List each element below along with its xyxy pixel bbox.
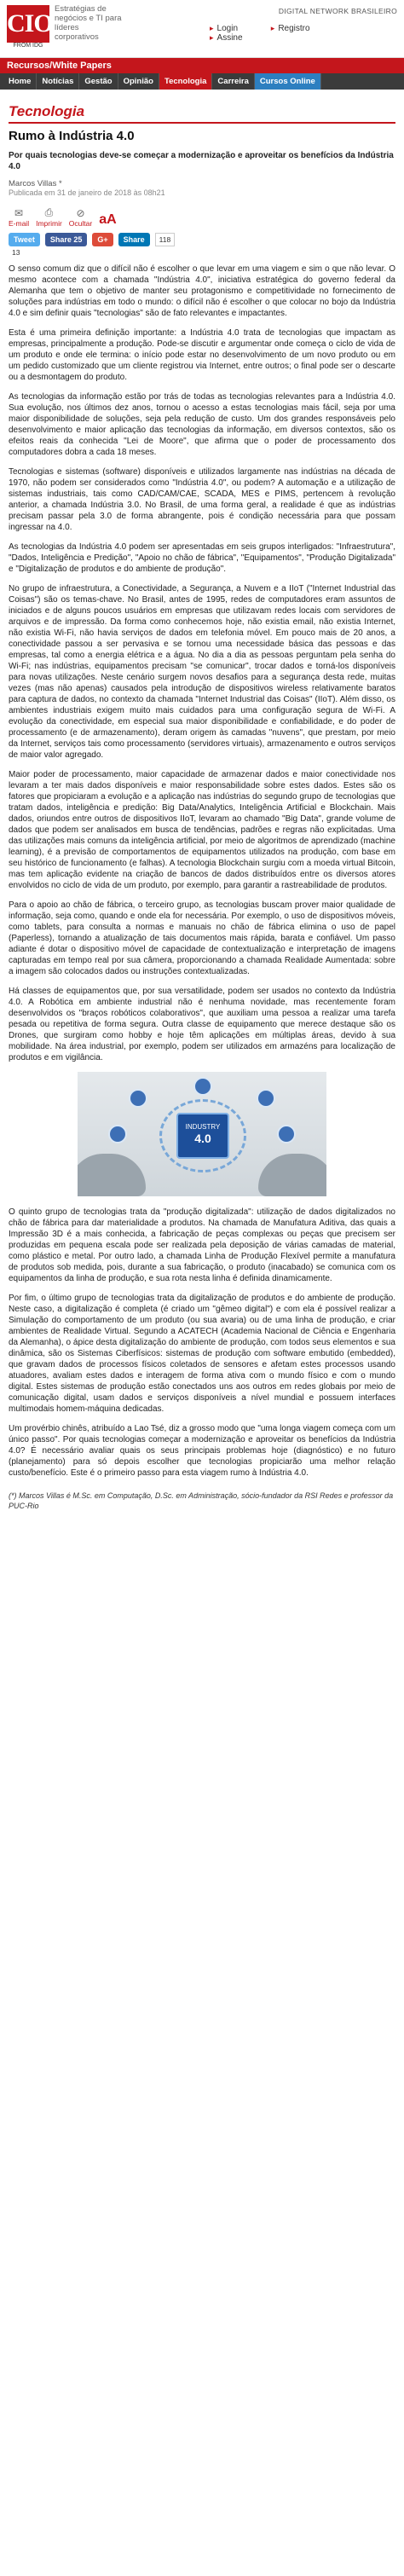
category-heading: Tecnologia	[9, 95, 395, 124]
industry-core	[176, 1113, 229, 1159]
linkedin-share-count: 118	[155, 233, 176, 246]
article-container	[0, 90, 404, 1511]
nav-item-tecnologia[interactable]: Tecnologia	[159, 73, 212, 90]
login-link[interactable]	[210, 24, 253, 33]
facebook-share-button[interactable]: Share 25	[45, 233, 88, 246]
email-tool[interactable]	[9, 207, 29, 228]
nav-item-opiniao[interactable]: Opinião	[118, 73, 159, 90]
subscribe-label: Assine	[216, 33, 243, 43]
share-bar	[9, 233, 395, 246]
figure-number: 4.0	[194, 1132, 211, 1145]
cloud-icon	[257, 1089, 275, 1108]
main-nav	[0, 73, 404, 90]
network-label[interactable]: DIGITAL NETWORK BRASILEIRO	[278, 7, 397, 15]
nav-item-carreira[interactable]: Carreira	[212, 73, 254, 90]
site-tagline: Estratégias de negócios e TI para líderes corporativos	[55, 4, 122, 42]
paragraph: Um provérbio chinês, atribuído a Lao Tsé, diz a grosso modo que "uma longa viagem começa com um único passo". Por quais tecnologias começar a modernização e aproveitar os benefícios da Indústria 4.0? É necessário avaliar quais os seus principais problemas hoje (diagnóstico) e no futuro (planejamento) para só depois escolher que tecnologias propiciarão uma melhor relação custo/benefício. Este é o primeiro passo para esta viagem rumo à Indústria 4.0.	[9, 1424, 395, 1478]
paragraph: O quinto grupo de tecnologias trata da "produção digitalizada": utilização de dados digitalizados no chão de fábrica para dar materialidade a produtos. Na chamada de Manufatura Aditiva, das quais a Impressão 3D é a mais conhecida, a fabricação de peças complexas ou peças que precisem ser produzidas em pequena escala pode ser realizada pela deposição de várias camadas de material, como plástico e metal. Por outro lado, a chamada Linha de Produção Flexível permite a manufatura de produtos sob medida, pois, durante a sua fabricação, o produto (inacabado) se comunica com os equipamentos da linha de produção, e sua rota nesta linha é definida dinamicamente.	[9, 1207, 395, 1283]
hide-label: Ocultar	[68, 219, 93, 228]
printer-icon: ⎙	[44, 206, 54, 218]
register-label: Registro	[278, 24, 310, 33]
chart-icon	[277, 1125, 296, 1143]
print-label: Imprimir	[36, 219, 62, 228]
paragraph: Maior poder de processamento, maior capacidade de armazenar dados e maior conectividade nos levaram a ter mais dados disponíveis e maior responsabilidade sobre estes dados. Estes são os fatores que propiciaram a evolução e a aplicação nas indústrias do segundo grupo de tecnologias que tratam dados, inteligência e predição: Big Data/Analytics, Inteligência Artificial e Blockchain. Mais dados, oriundos entre outros de dispositivos IIoT, levaram ao chamado "Big Data", grande volume de dados que podem ser analisados em busca de tendências, padrões e regras não explicitadas. Uma das utilizações mais comuns da inteligência artificial, por meio de algoritmos de aprendizado (machine learning), é a previsão de comportamentos de equipamentos utilizados na produção, com base em seu histórico de funcionamento (e falhas). A tecnologia Blockchain surgiu com a moeda virtual Bitcoin, mas tem aplicação evidente na criação de bancos de dados distribuídos entre os diversos atores envolvidos no ciclo de vida de um produto, por exemplo, para garantir a rastreabilidade de produtos.	[9, 770, 395, 890]
lock-icon	[193, 1077, 212, 1096]
hand-right	[258, 1154, 326, 1196]
google-share-count: 13	[12, 248, 20, 257]
hide-tool[interactable]	[69, 207, 92, 228]
section-bar[interactable]: Recursos/White Papers	[0, 58, 404, 73]
paragraph: Há classes de equipamentos que, por sua versatilidade, podem ser usados no contexto da Indústria 4.0. A Robótica em ambiente industrial não é nenhuma novidade, mas recentemente foram desenvolvidos os "braços robóticos colaborativos", que auxiliam uma pessoa a realizar uma tarefa pesada ou repetitiva de forma segura. Outra classe de equipamento que merece destaque são os Drones, que surgiram como hobby e hoje têm aplicações em múltiplas áreas, devido à sua mobilidade. Na área industrial, por exemplo, podem ser utilizados em armazéns para localização de produtos e em vigilância.	[9, 987, 395, 1062]
email-label: E-mail	[9, 219, 30, 228]
envelope-icon: ✉	[14, 207, 24, 219]
article-title: Rumo à Indústria 4.0	[9, 129, 135, 143]
paragraph: No grupo de infraestrutura, a Conectividade, a Segurança, a Nuvem e a IIoT ("Internet Industrial das Coisas") são os temas-chave. No Brasil, antes de 1995, redes de computadores eram assuntos de iniciados e de alguns poucos usuários em empresas que utilizavam redes locais com servidores de arquivos e de impressão. Da forma como conhecemos hoje, não existia email, não existia Internet, não existia Wi-Fi, não havia serviços de dados em telefonia móvel. Em pouco mais de 20 anos, a conectividade passou a ser pervasiva e se tornou uma necessidade básica das pessoas e das empresas, tal como a energia elétrica e a água. No dia a dia as pessoas perguntam pela senha do Wi-Fi; nas indústrias, equipamentos precisam "se comunicar", trocar dados e torná-los disponíveis para novas utilizações. Neste cenário surgem novos desafios para a segurança desta rede, muitas vezes (mas não apenas) causados pela introdução de dispositivos wireless relativamente baratos para captura de dados, no contexto da chamada "Internet Industrial das Coisas" (IIoT). Além disso, os ambientes industriais exigem muito mais cuidados para uma configuração segura de Wi-Fi. A evolução da conectividade, em especial sua maior disponibilidade e confiabilidade, e do poder de processamento (e de armazenamento), deram origem às camadas "nuvens", que prestam, por meio da Internet, serviços tais como processamento (servidores virtuais), armazenamento e outros serviços de maior valor agregado.	[9, 584, 395, 760]
cio-logo[interactable]: CIO	[7, 5, 49, 43]
paragraph: Para o apoio ao chão de fábrica, o terceiro grupo, as tecnologias buscam prover maior qualidade de informação, seja como, quando e onde ela for necessária. Por exemplo, o uso de dispositivos móveis, como tablets, para consulta a normas e manuais no chão de fábrica elimina o uso de papel (Paperless), tornando a atualização de tais documentos mais rápida, barata e confiável. Um passo adiante é dotar o dispositivo móvel de capacidade de contextualização e interpretação de imagens capturadas em tempo real por sua câmera, proporcionando a chamada Realidade Aumentada: sobre a imagem são colocados dados ou instruções contextualizadas.	[9, 900, 395, 976]
nav-item-gestao[interactable]: Gestão	[79, 73, 118, 90]
logo-subtitle: FROM IDG	[13, 43, 43, 49]
industry-4-0-illustration	[78, 1072, 326, 1196]
tweet-button[interactable]: Tweet	[9, 233, 40, 246]
article-tools	[9, 202, 395, 228]
print-tool[interactable]	[36, 206, 62, 228]
hand-left	[78, 1154, 146, 1196]
paragraph: Esta é uma primeira definição importante: a Indústria 4.0 trata de tecnologias que impactam as empresas, principalmente a produção. Pode-se discutir e argumentar onde começa o ciclo de vida de um produto e onde ele termina: o início pode estar no desenvolvimento de um novo produto ou em um pedido customizado que um cliente registrou via Internet, entre outros; o final pode ser o descarte ou a desmontagem do produto.	[9, 328, 395, 382]
paragraph: Tecnologias e sistemas (software) disponíveis e utilizados largamente nas indústrias na década de 1970, não podem ser considerados como "Indústria 4.0", ou podem? A automação e a utilização de sistemas industriais, tais como CAD/CAM/CAE, SCADA, MES e PIMS, pertencem à revolução anterior, a chamada Indústria 3.0. No Brasil, de uma forma geral, a realidade é que as indústrias precisam passar pela 3.0 de forma abrangente, pois é condição necessária para que possam ingressar na 4.0.	[9, 467, 395, 532]
robot-icon	[108, 1125, 127, 1143]
arrow-icon: ▸	[270, 24, 275, 32]
subscribe-link[interactable]	[210, 33, 258, 43]
arrow-icon: ▸	[210, 24, 214, 32]
author: Marcos Villas *	[9, 179, 62, 188]
arrow-icon: ▸	[210, 33, 214, 42]
gear-icon	[129, 1089, 147, 1108]
paragraph: Por fim, o último grupo de tecnologias trata da digitalização de produtos e do ambiente de produção. Neste caso, a digitalização é completa (é criado um "gêmeo digital") e com ela é possível realizar a Simulação do comportamento de um produto (ou sua avaria) ou de uma linha de produção, e criar ambientes de Realidade Virtual. Segundo a ACATECH (Academia Nacional de Ciência e Engenharia da Alemanha), o ápice desta digitalização do ambiente de produção, com todos seus elementos e sua dinâmica, são os Sistemas Ciberfísicos: sistemas de produção com software embutido (embedded), que gravam dados de processos físicos coletados de sensores e afetam estes processos usando atuadores, avaliam estes dados e interagem de forma ativa com o mundo físico e com o mundo digital. Estes sistemas de produção estão conectados uns aos outros em redes globais por meio de comunicação digital, usam dados e serviços disponíveis a nível mundial e possuem interfaces multimodais homem-máquina dedicadas.	[9, 1294, 395, 1414]
paragraph: As tecnologias da informação estão por trás de todas as tecnologias relevantes para a Indústria 4.0. Sua evolução, nos últimos dez anos, tornou o acesso a estas tecnologias mais fácil, seja por uma maior disponibilidade de soluções, seja pela redução de custo. Um dos grandes responsáveis pelo desenvolvimento e maior aplicação das tecnologias da informação, em diversos contextos, são os efeitos reais da conhecida "Lei de Moore", que afirma que o poder de processamento dos computadores dobra a cada 18 meses.	[9, 392, 395, 457]
author-footnote: (*) Marcos Villas é M.Sc. em Computação, D.Sc. em Administração, sócio-fundador da RSI Redes e professor da PUC-Rio	[9, 1491, 394, 1510]
nav-item-cursos-online[interactable]: Cursos Online	[255, 73, 321, 90]
nav-item-noticias[interactable]: Notícias	[37, 73, 79, 90]
hide-icon: ⊘	[76, 207, 85, 219]
nav-item-home[interactable]: Home	[3, 73, 37, 90]
register-link[interactable]	[271, 24, 326, 33]
figure-label: INDUSTRY	[185, 1123, 221, 1131]
site-header	[0, 0, 404, 58]
paragraph: O senso comum diz que o difícil não é escolher o que levar em uma viagem e sim o que não levar. O mesmo acontece com a chamada "Indústria 4.0", iniciativa estratégica do governo federal da Alemanha que tem o objetivo de manter seu protagonismo e competitividade no fornecimento de soluções para indústrias em todo o mundo: o difícil não é escolher o que colocar no bojo da Indústria 4.0 e sim definir quais "tecnologias" são de fato relevantes e impactantes.	[9, 264, 395, 318]
paragraph: As tecnologias da Indústria 4.0 podem ser apresentadas em seis grupos interligados: "Infraestrutura", "Dados, Inteligência e Predição", "Apoio no chão de fábrica", "Equipamentos", "Produção Digitalizada" e "Digitalização de produtos e do ambiente de produção".	[9, 542, 395, 574]
login-label: Login	[216, 24, 238, 33]
google-plus-button[interactable]: G+	[92, 233, 113, 246]
linkedin-share-button[interactable]: Share	[118, 233, 150, 246]
font-size-icon[interactable]: aA	[99, 212, 117, 227]
publish-date: Publicada em 31 de janeiro de 2018 às 08h21	[9, 188, 165, 197]
article-body	[9, 263, 395, 1479]
article-lede: Por quais tecnologias deve-se começar a modernização e aproveitar os benefícios da Indústria 4.0	[9, 151, 394, 171]
top-links	[210, 24, 404, 43]
